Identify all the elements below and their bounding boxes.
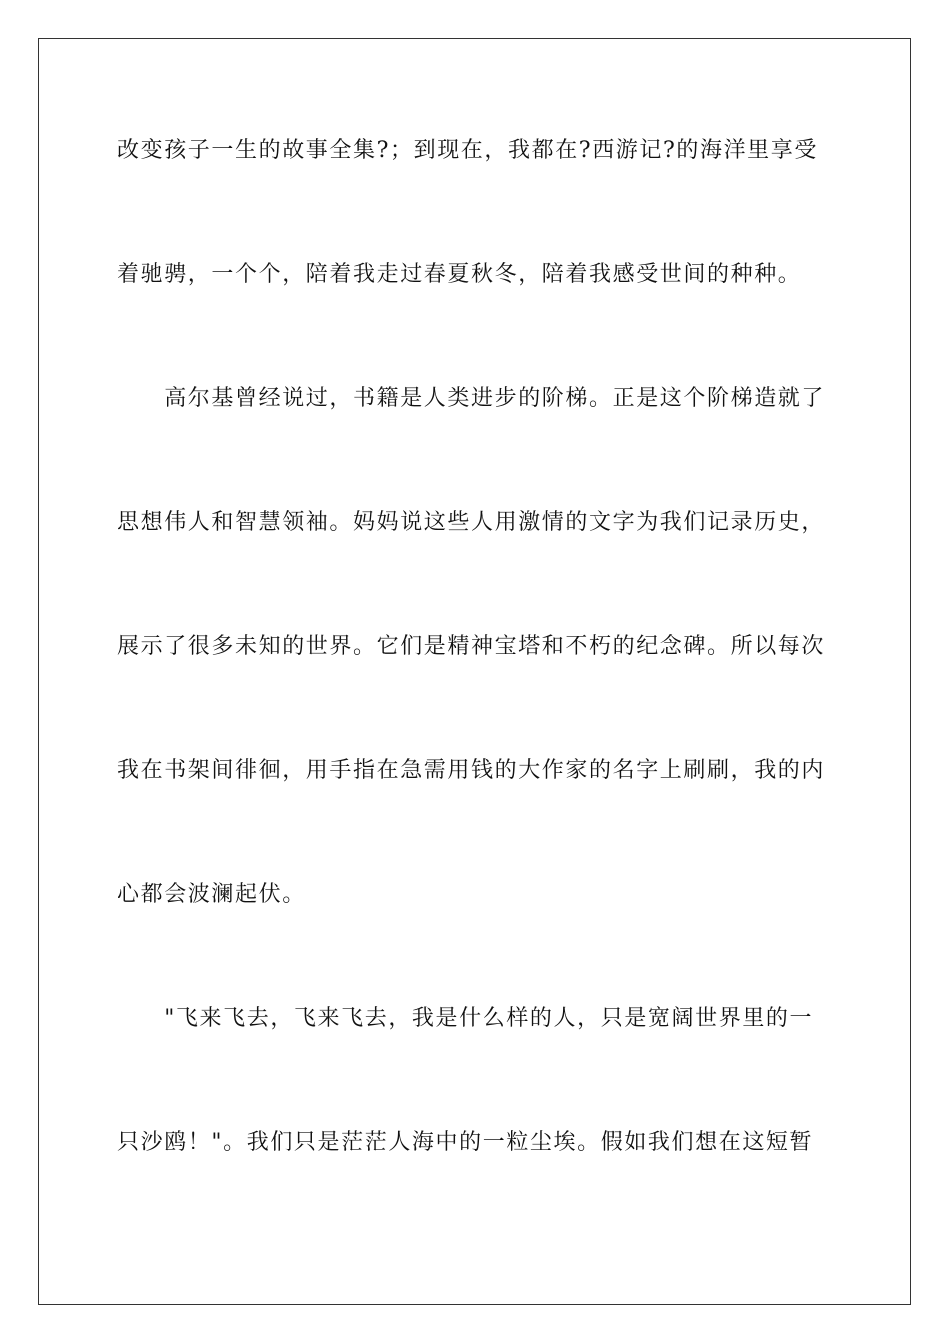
paragraph-line: 我在书架间徘徊，用手指在急需用钱的大作家的名字上刷刷，我的内 (117, 758, 826, 783)
paragraph-line: 展示了很多未知的世界。它们是精神宝塔和不朽的纪念碑。所以每次 (117, 634, 826, 659)
paragraph-line: 着驰骋，一个个，陪着我走过春夏秋冬，陪着我感受世间的种种。 (117, 262, 802, 287)
paragraph-line: 高尔基曾经说过，书籍是人类进步的阶梯。正是这个阶梯造就了 (117, 386, 826, 411)
paragraph-line: "飞来飞去，飞来飞去，我是什么样的人，只是宽阔世界里的一 (117, 1006, 814, 1031)
paragraph-line: 改变孩子一生的故事全集?；到现在，我都在?西游记?的海洋里享受 (117, 138, 818, 163)
paragraph-line: 思想伟人和智慧领袖。妈妈说这些人用激情的文字为我们记录历史， (117, 510, 826, 535)
paragraph-line: 只沙鸥！"。我们只是茫茫人海中的一粒尘埃。假如我们想在这短暂 (117, 1130, 814, 1155)
page-border (38, 38, 911, 1305)
paragraph-line: 心都会波澜起伏。 (117, 882, 306, 907)
